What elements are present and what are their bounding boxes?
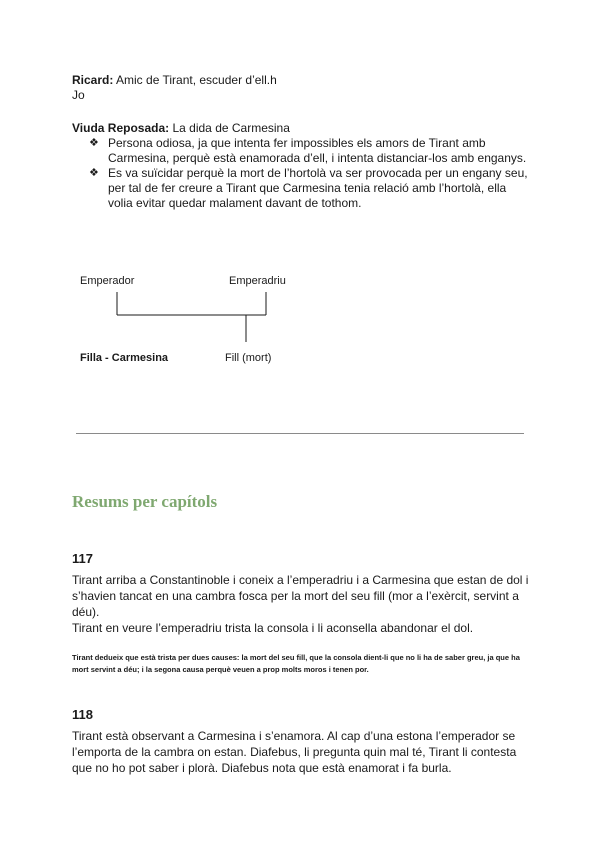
tree-parent-right: Emperadriu xyxy=(229,275,286,287)
character-ricard xyxy=(72,73,532,103)
chapter-number: 118 xyxy=(72,707,93,722)
diamond-bullet-icon: ❖ xyxy=(89,137,99,149)
character-description: La dida de Carmesina xyxy=(172,121,290,135)
chapter-paragraph: Tirant arriba a Constantinoble i coneix a l’emperadriu i a Carmesina que estan de dol i s’havien tancat en una cambra fosca per la mort del seu fill (mor a l’exèrcit, servint a déu). xyxy=(72,573,529,619)
list-item: ❖ Es va suïcidar perquè la mort de l’hortolà va ser provocada per un engany seu, per tal de fer creure a Tirant que Carmesina tenia relació amb l’hortolà, ella volia evitar quedar malament davant de tothom. xyxy=(89,166,528,210)
chapter-paragraph: Tirant està observant a Carmesina i s’enamora. Al cap d’una estona l’emperador se l’emporta de la cambra on estan. Diafebus, li pregunta quin mal té, Tirant li contesta que no ho pot saber i plorà. Diafebus nota que està enamorat i fa burla. xyxy=(72,729,517,775)
character-viuda-reposada xyxy=(72,121,532,211)
tree-parent-left: Emperador xyxy=(80,275,135,287)
list-item: ❖ Persona odiosa, ja que intenta fer impossibles els amors de Tirant amb Carmesina, perquè està enamorada d’ell, i intenta distanciar-los amb enganys. xyxy=(89,136,527,165)
chapter-number: 117 xyxy=(72,551,93,566)
tree-child-right: Fill (mort) xyxy=(225,352,272,364)
character-extra: Jo xyxy=(72,88,85,102)
character-description: Amic de Tirant, escuder d’ell.h xyxy=(116,73,277,87)
diamond-bullet-icon: ❖ xyxy=(89,167,99,179)
horizontal-divider xyxy=(76,433,524,434)
chapter-paragraph: Tirant en veure l’emperadriu trista la consola i li aconsella abandonar el dol. xyxy=(72,621,474,635)
character-traits-list xyxy=(72,136,532,211)
section-title: Resums per capítols xyxy=(72,492,218,511)
character-name: Ricard: xyxy=(72,73,114,87)
tree-child-left: Filla - Carmesina xyxy=(80,352,169,364)
chapter-note: Tirant dedueix que està trista per dues causes: la mort del seu fill, que la consola dient-li que no li ha de saber greu, ja que ha mort servint a déu; i la segona causa perquè veuen a prop molts moros i tenen por. xyxy=(72,653,520,674)
character-name: Viuda Reposada: xyxy=(72,121,170,135)
